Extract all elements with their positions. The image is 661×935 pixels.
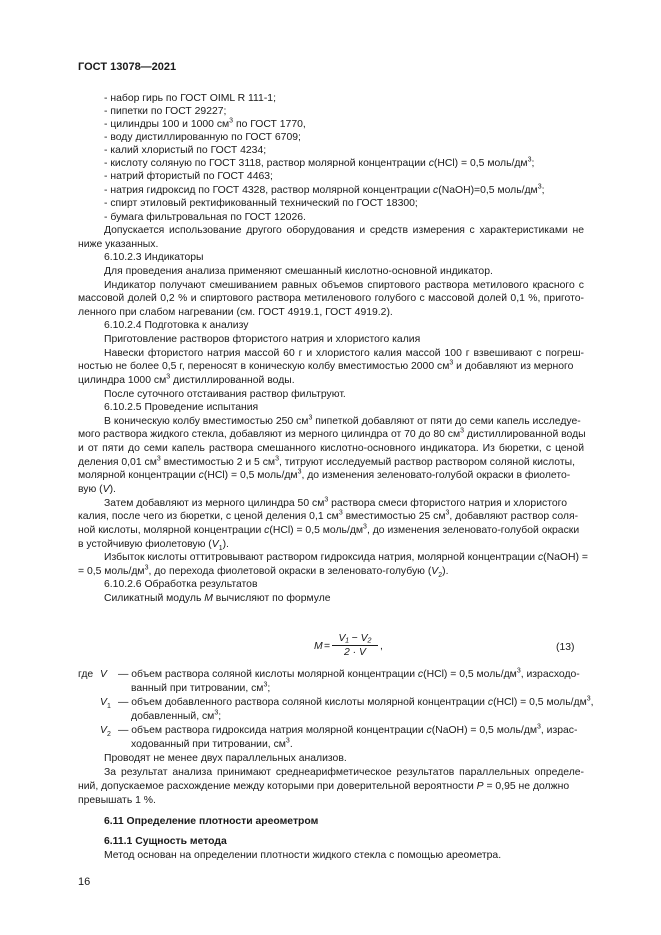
- paragraph-line: Приготовление растворов фтористого натрия и хлористого калия: [104, 334, 421, 345]
- paragraph-line: молярной концентрации c(HCl) = 0,5 моль/$дм^3$, до изменения зеленовато-голубой окраски в фиолето-: [78, 468, 571, 481]
- paragraph-line: ниже указанных.: [78, 239, 159, 250]
- paragraph-line: Силикатный модуль M вычисляют по формуле: [104, 593, 331, 604]
- section-heading: 6.11 Определение плотности ареометром: [104, 816, 319, 827]
- paragraph-line: Допускается использование другого оборудования и средств измерения с характеристиками не: [104, 225, 584, 236]
- paragraph-line: За результат анализа принимают среднеарифметическое результатов параллельных определе-: [104, 767, 584, 778]
- section-heading: 6.10.2.3 Индикаторы: [104, 252, 204, 263]
- list-item: - цилиндры 100 и 1000 $см^3$ по ГОСТ 1770,: [104, 117, 306, 130]
- list-item: - набор гирь по ГОСТ OIML R 111-1;: [104, 93, 276, 104]
- list-item: - натрий фтористый по ГОСТ 4463;: [104, 171, 273, 182]
- paragraph-line: калия, после чего из бюретки, с ценой деления 0,1 $см^3$ вместимостью 25 $см^3$, добавляют раствор соля-: [78, 509, 579, 522]
- formula-lhs: M: [314, 641, 323, 652]
- symbol-v1: $V_1$: [100, 697, 111, 711]
- definition-line: — объем раствора гидроксида натрия молярной концентрации c(NaOH) = 0,5 моль/$дм^3$, израс-: [118, 723, 578, 736]
- paragraph-line: ний, допускаемое расхождение между которыми при доверительной вероятности P = 0,95 не должно: [78, 781, 570, 792]
- formula-denominator: 2 · V: [344, 647, 366, 658]
- paragraph-line: Проводят не менее двух параллельных анализов.: [104, 753, 347, 764]
- formula-13: [314, 633, 434, 663]
- document-code: ГОСТ 13078—2021: [78, 61, 177, 73]
- section-heading: 6.10.2.5 Проведение испытания: [104, 402, 259, 413]
- paragraph-line: и от пяти до семи капель раствора смешанного кислотно-основного индикатора. Из бюретки, с ценой: [78, 443, 584, 454]
- paragraph-line: мого раствора жидкого стекла, добавляют из мерного цилиндра от 70 до 80 $см^3$ дистиллированной воды: [78, 427, 586, 440]
- paragraph-line: = 0,5 моль/$дм^3$, до перехода фиолетовой окраски в зеленовато-голубую $(V_2)$.: [78, 564, 449, 580]
- formula-number: (13): [556, 642, 575, 653]
- formula-comma: ,: [380, 641, 383, 652]
- paragraph-line: ностью не более 0,5 г, переносят в коническую колбу вместимостью 2000 $см^3$ и добавляют из мерного: [78, 359, 574, 372]
- definition-line: ходованный при титровании, $см^3$.: [131, 737, 293, 750]
- section-heading: 6.10.2.6 Обработка результатов: [104, 579, 258, 590]
- paragraph-line: Метод основан на определении плотности жидкого стекла с помощью ареометра.: [104, 850, 502, 861]
- list-item: - спирт этиловый ректификованный технический по ГОСТ 18300;: [104, 198, 418, 209]
- formula-fraction: [332, 633, 378, 658]
- paragraph-line: массовой долей 0,2 % и спиртового раствора метиленового голубого с массовой долей 0,1 %, пригото-: [78, 293, 584, 304]
- symbol-v: V: [100, 669, 107, 680]
- paragraph-line: Избыток кислоты оттитровывают раствором гидроксида натрия, молярной концентрации c(NaOH) =: [104, 552, 588, 563]
- list-item: - натрия гидроксид по ГОСТ 4328, раствор молярной концентрации c(NaOH)=0,5 моль/$дм^3$;: [104, 183, 545, 196]
- paragraph-line: вую (V).: [78, 484, 116, 495]
- definition-line: ванный при титровании, $см^3$;: [131, 681, 271, 694]
- formula-equals: =: [324, 641, 331, 652]
- list-item: - воду дистиллированную по ГОСТ 6709;: [104, 132, 301, 143]
- list-item: - кислоту соляную по ГОСТ 3118, раствор молярной концентрации c(HCl) = 0,5 моль/$дм^3$;: [104, 156, 535, 169]
- paragraph-line: Навески фтористого натрия массой 60 г и хлористого калия массой 100 г взвешивают с погреш-: [104, 348, 584, 359]
- list-item: - бумага фильтровальная по ГОСТ 12026.: [104, 212, 306, 223]
- paragraph-line: ной кислоты, молярной концентрации c(HCl) = 0,5 моль/$дм^3$, до изменения зеленовато-голубой окраски: [78, 523, 580, 536]
- paragraph-line: Затем добавляют из мерного цилиндра 50 $см^3$ раствора смеси фтористого натрия и хлористого: [104, 496, 567, 509]
- paragraph-line: Для проведения анализа применяют смешанный кислотно-основной индикатор.: [104, 266, 493, 277]
- paragraph-line: превышать 1 %.: [78, 795, 156, 806]
- paragraph-line: В коническую колбу вместимостью 250 $см^3$ пипеткой добавляют от пяти до семи капель исследуе-: [104, 414, 581, 427]
- list-item: - калий хлористый по ГОСТ 4234;: [104, 145, 267, 156]
- definition-line: — объем добавленного раствора соляной кислоты молярной концентрации c(HCl) = 0,5 моль/$дм^3$,: [118, 695, 594, 708]
- list-item: - пипетки по ГОСТ 29227;: [104, 106, 227, 117]
- paragraph-line: деления 0,01 $см^3$ вместимостью 2 и 5 $см^3$, титруют исследуемый раствор раствором соляной кислоты,: [78, 455, 575, 468]
- section-heading: 6.10.2.4 Подготовка к анализу: [104, 320, 249, 331]
- paragraph-line: в устойчивую фиолетовую $(V_1)$.: [78, 539, 229, 553]
- formula-numerator: V₁ − V₂: [332, 633, 378, 646]
- paragraph-line: Индикатор получают смешиванием равных объемов спиртового раствора метилового красного с: [104, 280, 584, 291]
- subsection-heading: 6.11.1 Сущность метода: [104, 836, 227, 847]
- definition-line: добавленный, $см^3$;: [131, 709, 222, 722]
- symbol-v2: $V_2$: [100, 725, 111, 739]
- paragraph-line: ленного при слабом нагревании (см. ГОСТ 4919.1, ГОСТ 4919.2).: [78, 307, 393, 318]
- where-word: где: [78, 669, 94, 680]
- page-number: 16: [78, 876, 91, 888]
- paragraph-line: цилиндра 1000 $см^3$ дистиллированной воды.: [78, 373, 295, 386]
- paragraph-line: После суточного отстаивания раствор фильтруют.: [104, 389, 346, 400]
- definition-line: — объем раствора соляной кислоты молярной концентрации c(HCl) = 0,5 моль/$дм^3$, израсходо-: [118, 667, 580, 680]
